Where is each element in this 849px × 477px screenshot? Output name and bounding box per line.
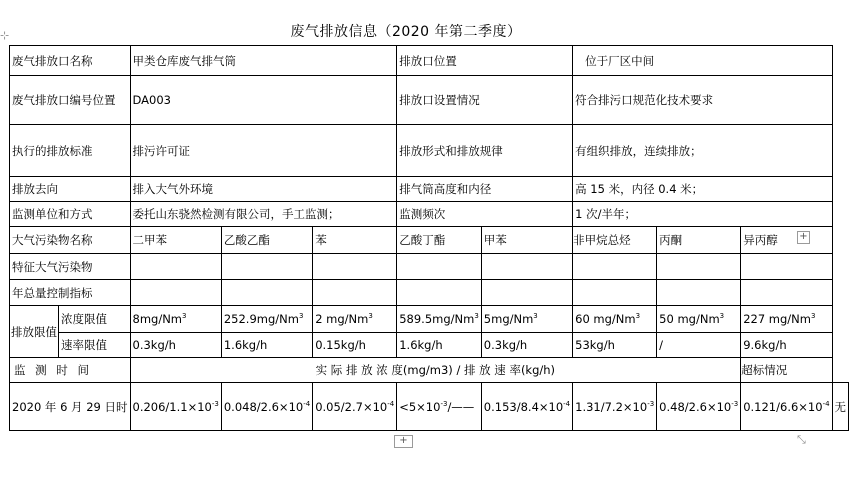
outlet-setup-value: 符合排污口规范化技术要求 [573,76,832,125]
pollutant-name: 非甲烷总烃 [573,227,657,254]
conc-limit: 50 mg/Nm$^3$ [657,306,741,333]
rate-limit-label: 速率限值 [59,333,131,358]
empty-cell [130,280,221,306]
conc-limit: 60 mg/Nm$^3$ [573,306,657,333]
outlet-name-value: 甲类仓库废气排气筒 [130,46,397,76]
pollutant-name: 丙酮 [657,227,741,254]
result-cell: $0.05/2.7\times 10^{-4}$ [313,383,397,431]
empty-cell [221,280,312,306]
rate-limit: 0.3kg/h [130,333,221,358]
table-row [10,227,849,254]
stack-value: 高 15 米，内径 0.4 米； [573,177,832,202]
empty-cell [221,254,312,280]
rate-limit: 53kg/h [573,333,657,358]
monitor-freq-value: 1 次/半年； [573,202,832,227]
pollutant-name: 异丙醇 [741,227,832,254]
empty-cell [130,254,221,280]
empty-cell [481,254,572,280]
limit-group-label: 排放限值 [10,306,59,358]
outlet-name-label: 废气排放口名称 [10,46,131,76]
pollutant-name: 乙酸丁酯 [397,227,482,254]
conc-limit: 252.9mg/Nm$^3$ [221,306,312,333]
actual-emission-label: 实 际 排 放 浓 度(mg/m3) / 排 放 速 率(kg/h) [130,358,741,383]
resize-handle-icon[interactable]: ⤡ [797,433,806,446]
empty-cell [657,254,741,280]
empty-cell [741,254,832,280]
emission-table [9,45,849,431]
annual-total-label: 年总量控制指标 [10,280,131,306]
monitor-time-label: 监 测 时 间 [10,358,131,383]
conc-limit: 5mg/Nm$^3$ [481,306,572,333]
monitor-unit-label: 监测单位和方式 [10,202,131,227]
result-cell: $<5\times 10^{-3}/——$ [397,383,482,431]
pollutant-name: 甲苯 [481,227,572,254]
empty-cell [657,280,741,306]
rate-limit: 9.6kg/h [741,333,832,358]
standard-label: 执行的排放标准 [10,125,131,177]
rate-limit: 1.6kg/h [397,333,482,358]
destination-value: 排入大气外环境 [130,177,397,202]
empty-cell [573,280,657,306]
char-pollutant-label: 特征大气污染物 [10,254,131,280]
result-cell: $0.048/2.6\times 10^{-4}$ [221,383,312,431]
empty-cell [481,280,572,306]
outlet-setup-label: 排放口设置情况 [397,76,573,125]
conc-limit: 2 mg/Nm$^3$ [313,306,397,333]
rate-limit: / [657,333,741,358]
add-column-icon[interactable]: + [797,231,810,244]
result-cell: $0.153/8.4\times 10^{-4}$ [481,383,572,431]
table-row [10,383,849,431]
table-row [10,306,849,333]
rate-limit: 0.3kg/h [481,333,572,358]
emission-form-value: 有组织排放，连续排放； [573,125,832,177]
result-cell: $0.121/6.6\times 10^{-4}$ [741,383,832,431]
table-row [10,177,849,202]
exceed-label: 超标情况 [741,358,832,383]
empty-cell [397,254,482,280]
table-row [10,254,849,280]
standard-value: 排污许可证 [130,125,397,177]
pollutant-name: 二甲苯 [130,227,221,254]
pollutant-name-label: 大气污染物名称 [10,227,131,254]
page-title: 废气排放信息（2020 年第二季度） [290,24,522,40]
outlet-position-label: 排放口位置 [397,46,573,76]
table-row [10,358,849,383]
table-row [10,280,849,306]
table-row [10,202,849,227]
rate-limit: 1.6kg/h [221,333,312,358]
conc-limit-label: 浓度限值 [59,306,131,333]
result-cell: $0.206/1.1\times 10^{-3}$ [130,383,221,431]
emission-form-label: 排放形式和排放规律 [397,125,573,177]
empty-cell [741,280,832,306]
pollutant-name: 苯 [313,227,397,254]
outlet-position-value: 位于厂区中间 [573,46,832,76]
empty-cell [573,254,657,280]
conc-limit: 589.5mg/Nm$^3$ [397,306,482,333]
pollutant-name: 乙酸乙酯 [221,227,312,254]
add-row-icon[interactable]: + [394,435,413,448]
result-cell: $1.31/7.2\times 10^{-3}$ [573,383,657,431]
monitor-freq-label: 监测频次 [397,202,573,227]
monitor-unit-value: 委托山东骁然检测有限公司，手工监测； [130,202,397,227]
table-move-handle-icon[interactable]: ⊹ [0,29,10,42]
table-row [10,46,849,76]
stack-label: 排气筒高度和内径 [397,177,573,202]
table-row [10,76,849,125]
destination-label: 排放去向 [10,177,131,202]
table-row [10,333,849,358]
table-row [10,125,849,177]
result-cell: $0.48/2.6\times 10^{-3}$ [657,383,741,431]
empty-cell [313,280,397,306]
empty-cell [313,254,397,280]
exceed-value: 无 [832,383,849,431]
conc-limit: 227 mg/Nm$^3$ [741,306,832,333]
rate-limit: 0.15kg/h [313,333,397,358]
monitor-date: 2020 年 6 月 29 日时 [10,383,131,431]
conc-limit: 8mg/Nm$^3$ [130,306,221,333]
outlet-code-label: 废气排放口编号位置 [10,76,131,125]
empty-cell [397,280,482,306]
outlet-code-value: DA003 [130,76,397,125]
